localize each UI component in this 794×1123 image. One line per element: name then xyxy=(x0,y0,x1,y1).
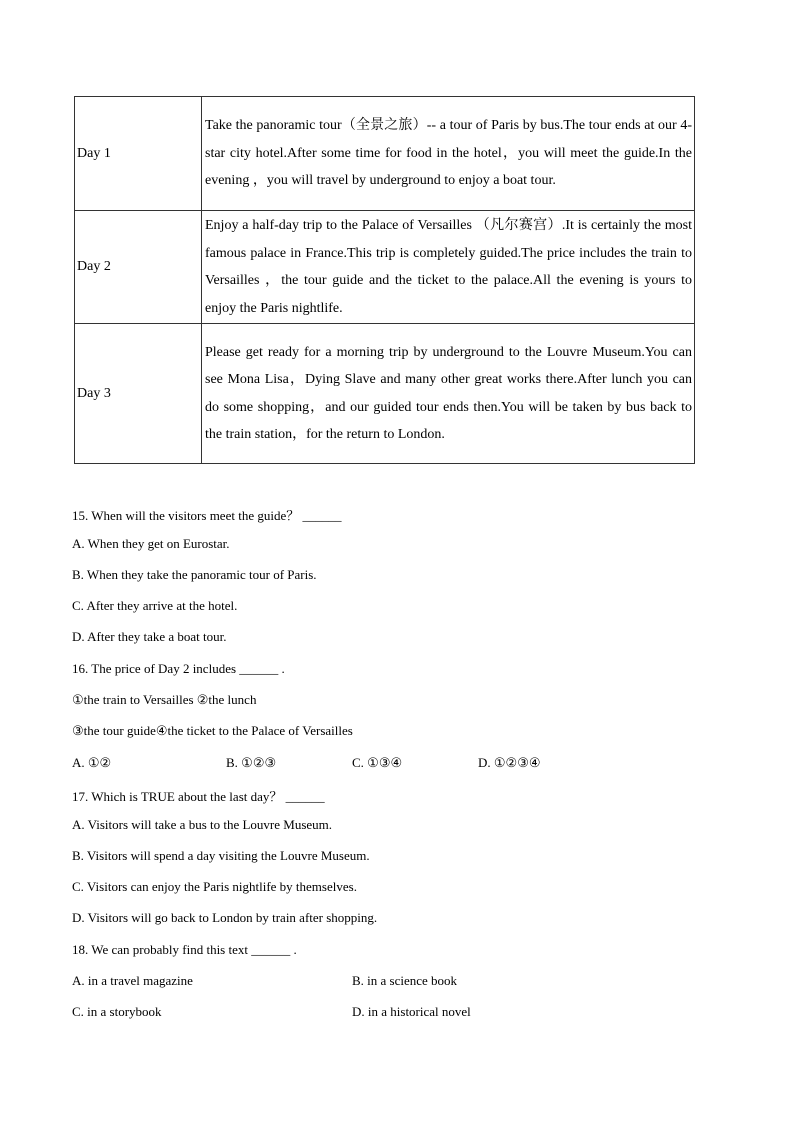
question-18-option-d: D. in a historical novel xyxy=(352,1004,471,1019)
question-16-items-line-1: ①the train to Versailles ②the lunch xyxy=(72,692,257,707)
day-description: Enjoy a half-day trip to the Palace of Versailles （凡尔赛宫）.It is certainly the most famous palace in France.This trip is completely guided.The price includes the train to Versailles ，the tour guide and the ticket to the palace.All the evening is yours to enjoy the Paris nightlife. xyxy=(202,211,695,324)
question-18-option-a: A. in a travel magazine xyxy=(72,973,193,988)
day-description: Please get ready for a morning trip by underground to the Louvre Museum.You can see Mona Lisa，Dying Slave and many other great works there.After lunch you can do some shopping，and our guided tour ends then.You will be taken by bus back to the train station，for the return to London. xyxy=(202,324,695,464)
question-15-stem: 15. When will the visitors meet the guide？ ______ xyxy=(72,508,342,523)
question-16-option-b: B. ①②③ xyxy=(226,755,277,770)
question-18-option-b: B. in a science book xyxy=(352,973,458,988)
question-17-option-a: A. Visitors will take a bus to the Louvre Museum. xyxy=(72,817,333,832)
question-17-option-c: C. Visitors can enjoy the Paris nightlife by themselves. xyxy=(72,879,357,894)
question-15-option-b: B. When they take the panoramic tour of Paris. xyxy=(72,567,317,582)
question-16-option-d: D. ①②③④ xyxy=(478,755,541,770)
table-row xyxy=(75,324,695,464)
question-18-stem: 18. We can probably find this text ______ . xyxy=(72,942,297,957)
question-16-items-line-2: ③the tour guide④the ticket to the Palace of Versailles xyxy=(72,723,353,738)
table-row xyxy=(75,211,695,324)
itinerary-table xyxy=(74,96,695,464)
question-15-option-c: C. After they arrive at the hotel. xyxy=(72,598,238,613)
question-17-option-b: B. Visitors will spend a day visiting the Louvre Museum. xyxy=(72,848,370,863)
question-16-option-a: A. ①② xyxy=(72,755,112,770)
day-label: Day 1 xyxy=(75,97,202,211)
day-label: Day 2 xyxy=(75,211,202,324)
table-row xyxy=(75,97,695,211)
question-18-option-c: C. in a storybook xyxy=(72,1004,162,1019)
question-17-stem: 17. Which is TRUE about the last day？ ______ xyxy=(72,789,325,804)
question-16-stem: 16. The price of Day 2 includes ______ . xyxy=(72,661,285,676)
question-17-option-d: D. Visitors will go back to London by train after shopping. xyxy=(72,910,378,925)
day-label: Day 3 xyxy=(75,324,202,464)
day-description: Take the panoramic tour（全景之旅）-- a tour of Paris by bus.The tour ends at our 4-star city hotel.After some time for food in the hotel，you will meet the guide.In the evening ，you will travel by underground to enjoy a boat tour. xyxy=(202,97,695,211)
question-16-option-c: C. ①③④ xyxy=(352,755,403,770)
question-15-option-a: A. When they get on Eurostar. xyxy=(72,536,230,551)
question-15-option-d: D. After they take a boat tour. xyxy=(72,629,227,644)
